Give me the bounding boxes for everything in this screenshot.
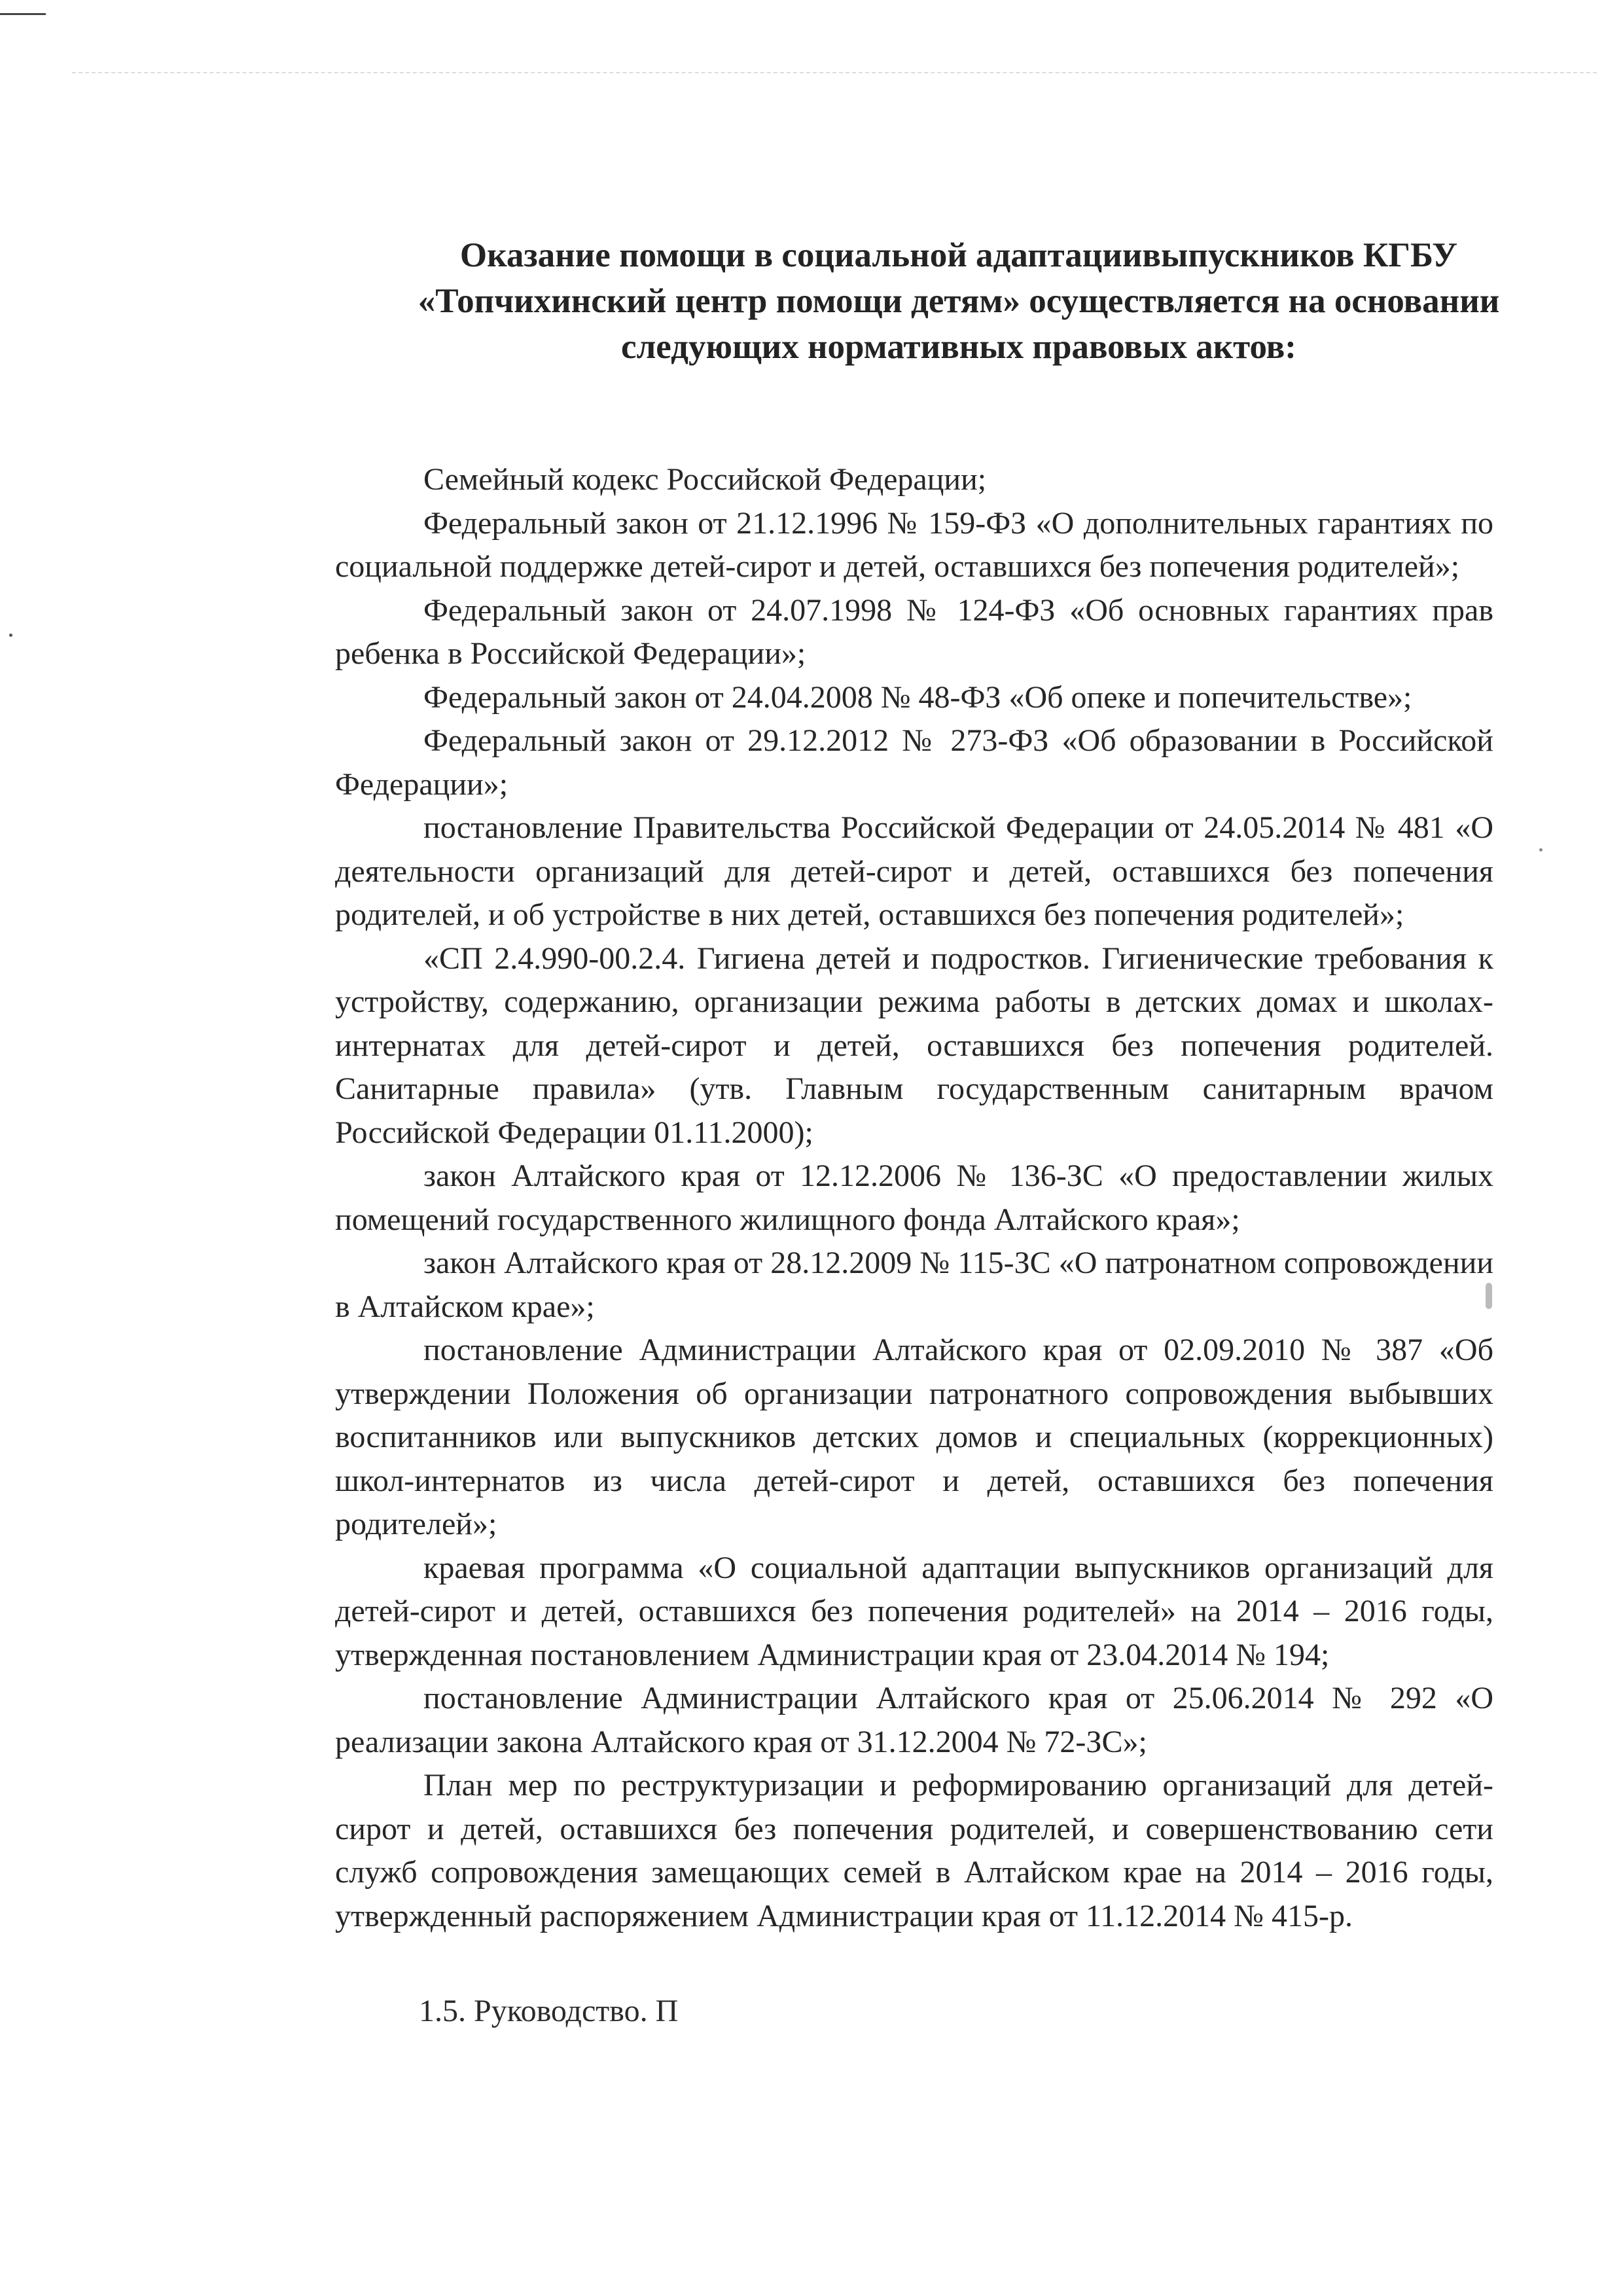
list-item: постановление Правительства Российской Федерации от 24.05.2014 № 481 «О деятельности организаций для детей-сирот и детей, оставшихся без попечения родителей, и об устройстве в них детей, оставшихся без попечения родителей»; bbox=[335, 810, 1493, 932]
list-item: Федеральный закон от 21.12.1996 № 159-ФЗ «О дополнительных гарантиях по социальной поддержке детей-сирот и детей, оставшихся без попечения родителей»; bbox=[335, 505, 1493, 584]
list-item: закон Алтайского края от 12.12.2006 № 136-ЗС «О предоставлении жилых помещений государственного жилищного фонда Алтайского края»; bbox=[335, 1158, 1493, 1237]
title-line: «Топчихинский центр помощи детям» осуществляется на основании bbox=[418, 282, 1500, 320]
title-line: Оказание помощи в социальной адаптациивыпускников КГБУ bbox=[459, 236, 1458, 274]
document-body bbox=[335, 458, 1493, 1938]
document-title bbox=[321, 232, 1597, 370]
list-item: Семейный кодекс Российской Федерации; bbox=[423, 462, 987, 497]
list-item: План мер по реструктуризации и реформированию организаций для детей-сирот и детей, оставшихся без попечения родителей, и совершенствованию сети служб сопровождения замещающих семей в Алтайском крае на 2014 – 2016 годы, утвержденный распоряжением Администрации края от 11.12.2014 № 415-р. bbox=[335, 1768, 1493, 1933]
list-item: «СП 2.4.990-00.2.4. Гигиена детей и подростков. Гигиенические требования к устройству, содержанию, организации режима работы в детских домах и школах-интернатах для детей-сирот и детей, оставшихся без попечения родителей. Санитарные правила» (утв. Главным государственным санитарным врачом Российской Федерации 01.11.2000); bbox=[335, 941, 1493, 1150]
list-item: постановление Администрации Алтайского края от 25.06.2014 № 292 «О реализации закона Алтайского края от 31.12.2004 № 72-ЗС»; bbox=[335, 1681, 1493, 1759]
list-item: Федеральный закон от 24.07.1998 № 124-ФЗ «Об основных гарантиях прав ребенка в Российской Федерации»; bbox=[335, 592, 1493, 671]
cut-off-text: 1.5. Руководство. П bbox=[419, 1994, 679, 2028]
scan-border-line bbox=[72, 72, 1597, 73]
list-item: краевая программа «О социальной адаптации выпускников организаций для детей-сирот и детей, оставшихся без попечения родителей» на 2014 – 2016 годы, утвержденная постановлением Администрации края от 23.04.2014 № 194; bbox=[335, 1550, 1493, 1672]
list-item: Федеральный закон от 24.04.2008 № 48-ФЗ «Об опеке и попечительстве»; bbox=[423, 679, 1412, 715]
cut-off-line bbox=[419, 1994, 916, 2033]
scan-corner-mark bbox=[0, 13, 46, 15]
scan-speck bbox=[1539, 848, 1543, 852]
list-item: Федеральный закон от 29.12.2012 № 273-ФЗ «Об образовании в Российской Федерации»; bbox=[335, 723, 1493, 802]
list-item: закон Алтайского края от 28.12.2009 № 115-ЗС «О патронатном сопровождении в Алтайском крае»; bbox=[335, 1246, 1493, 1324]
title-line: следующих нормативных правовых актов: bbox=[621, 328, 1296, 366]
list-item: постановление Администрации Алтайского края от 02.09.2010 № 387 «Об утверждении Положения об организации патронатного сопровождения выбывших воспитанников или выпускников детских домов и специальных (коррекционных) школ-интернатов из числа детей-сирот и детей, оставшихся без попечения родителей»; bbox=[335, 1333, 1493, 1541]
scan-speck bbox=[9, 634, 12, 637]
